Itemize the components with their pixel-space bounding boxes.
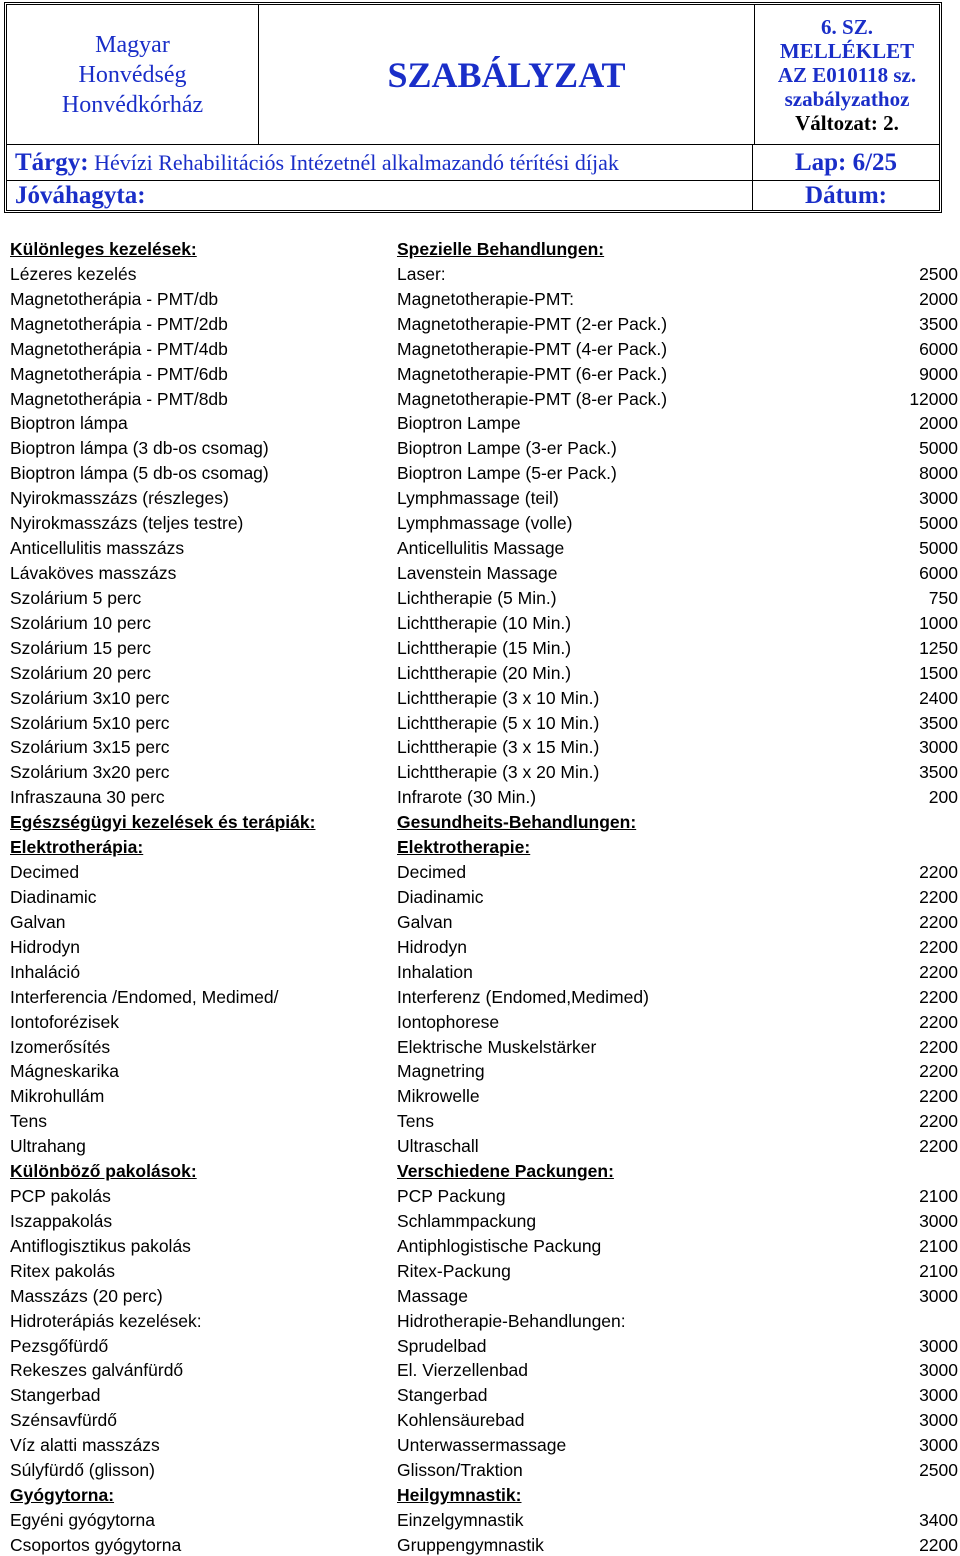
price-row <box>0 1184 960 1209</box>
german-label: Elektrotherapie: <box>397 837 531 858</box>
price-value: 5000 <box>919 438 958 459</box>
hungarian-label: Lávaköves masszázs <box>10 562 177 583</box>
hungarian-label: Magnetotherápia - PMT/8db <box>10 388 228 409</box>
price-value: 2200 <box>919 986 958 1007</box>
hungarian-label: Szolárium 3x10 perc <box>10 687 170 708</box>
price-value: 2000 <box>919 288 958 309</box>
german-label: Gruppengymnastik <box>397 1534 544 1555</box>
price-row <box>0 536 960 561</box>
price-row <box>0 1259 960 1284</box>
price-value: 1000 <box>919 612 958 633</box>
price-row <box>0 860 960 885</box>
price-row <box>0 636 960 661</box>
german-label: Lichttherapie (5 x 10 Min.) <box>397 712 600 733</box>
german-label: Sprudelbad <box>397 1335 487 1356</box>
hungarian-label: Hidroterápiás kezelések: <box>10 1310 202 1331</box>
price-value: 3000 <box>919 1410 958 1431</box>
approval-row <box>7 181 939 210</box>
price-value: 2200 <box>919 1086 958 1107</box>
annex-line: szabályzathoz <box>784 87 910 111</box>
document-title: SZABÁLYZAT <box>259 5 755 145</box>
price-value: 6000 <box>919 562 958 583</box>
price-value: 3000 <box>919 1385 958 1406</box>
price-value: 2100 <box>919 1186 958 1207</box>
german-label: El. Vierzellenbad <box>397 1360 529 1381</box>
subject-row <box>7 145 939 181</box>
hungarian-label: Iszappakolás <box>10 1210 113 1231</box>
german-label: Kohlensäurebad <box>397 1410 525 1431</box>
german-label: Stangerbad <box>397 1385 488 1406</box>
price-value: 2200 <box>919 1011 958 1032</box>
price-row <box>0 436 960 461</box>
org-line: Magyar <box>95 32 170 58</box>
german-label: Magnetotherapie-PMT (2-er Pack.) <box>397 313 668 334</box>
hungarian-label: Egyéni gyógytorna <box>10 1510 155 1531</box>
price-row <box>0 686 960 711</box>
german-label: Elektrische Muskelstärker <box>397 1036 597 1057</box>
price-row <box>0 586 960 611</box>
date-label: Dátum: <box>752 181 939 210</box>
price-row <box>0 1458 960 1483</box>
hungarian-label: Különleges kezelések: <box>10 239 197 259</box>
price-value: 3500 <box>919 313 958 334</box>
german-label: Interferenz (Endomed,Medimed) <box>397 986 649 1007</box>
price-row <box>0 461 960 486</box>
price-value: 3000 <box>919 1285 958 1306</box>
german-label: Lichtherapie (5 Min.) <box>397 587 557 608</box>
hungarian-label: Izomerősítés <box>10 1036 111 1057</box>
price-row <box>0 1383 960 1408</box>
german-label: Galvan <box>397 911 453 932</box>
section-heading-row <box>0 835 960 860</box>
price-row <box>0 711 960 736</box>
price-row <box>0 287 960 312</box>
price-row <box>0 511 960 536</box>
hungarian-label: Szolárium 20 perc <box>10 662 152 683</box>
price-row <box>0 1134 960 1159</box>
german-label: Hidrotherapie-Behandlungen: <box>397 1310 626 1331</box>
price-row <box>0 1408 960 1433</box>
price-row <box>0 611 960 636</box>
hungarian-label: Magnetotherápia - PMT/6db <box>10 363 228 384</box>
hungarian-label: Pezsgőfürdő <box>10 1335 109 1356</box>
price-value: 2100 <box>919 1235 958 1256</box>
german-label: PCP Packung <box>397 1186 506 1207</box>
german-label: Lichttherapie (3 x 20 Min.) <box>397 762 600 783</box>
hungarian-label: Szolárium 3x15 perc <box>10 737 170 758</box>
german-label: Hidrodyn <box>397 936 468 957</box>
annex-line: MELLÉKLET <box>779 39 915 63</box>
german-label: Magnetotherapie-PMT (8-er Pack.) <box>397 388 668 409</box>
german-label: Lichttherapie (3 x 10 Min.) <box>397 687 600 708</box>
price-value: 3500 <box>919 762 958 783</box>
org-line: Honvédség <box>78 62 187 88</box>
hungarian-label: Lézeres kezelés <box>10 263 137 284</box>
price-value: 2200 <box>919 1136 958 1157</box>
price-value: 2200 <box>919 1061 958 1082</box>
german-label: Anticellulitis Massage <box>397 538 565 559</box>
german-label: Lichttherapie (10 Min.) <box>397 612 572 633</box>
hungarian-label: Iontoforézisek <box>10 1011 119 1032</box>
german-label: Schlammpackung <box>397 1210 537 1231</box>
price-row <box>0 1234 960 1259</box>
hungarian-label: Galvan <box>10 911 66 932</box>
price-row <box>0 1533 960 1556</box>
hungarian-label: Szolárium 15 perc <box>10 637 152 658</box>
price-value: 3400 <box>919 1510 958 1531</box>
price-value: 5000 <box>919 538 958 559</box>
price-row <box>0 760 960 785</box>
section-heading-row <box>0 237 960 262</box>
price-value: 3000 <box>919 1360 958 1381</box>
german-label: Mikrowelle <box>397 1086 480 1107</box>
hungarian-label: Inhaláció <box>10 961 81 982</box>
hungarian-label: Nyirokmasszázs (teljes testre) <box>10 513 244 534</box>
price-value: 200 <box>928 787 958 808</box>
german-label: Magnetring <box>397 1061 485 1082</box>
german-label: Decimed <box>397 862 467 883</box>
german-label: Diadinamic <box>397 886 484 907</box>
org-line: Honvédkórház <box>61 92 204 118</box>
document-header <box>4 2 942 213</box>
hungarian-label: PCP pakolás <box>10 1186 111 1207</box>
price-row <box>0 1433 960 1458</box>
hungarian-label: Rekeszes galvánfürdő <box>10 1360 184 1381</box>
price-value: 9000 <box>919 363 958 384</box>
organization-name <box>7 5 259 145</box>
hungarian-label: Bioptron lámpa (5 db-os csomag) <box>10 463 269 484</box>
price-value: 750 <box>928 587 958 608</box>
hungarian-label: Víz alatti masszázs <box>10 1435 160 1456</box>
section-heading-row <box>0 1483 960 1508</box>
hungarian-label: Magnetotherápia - PMT/4db <box>10 338 228 359</box>
german-label: Lymphmassage (volle) <box>397 513 573 534</box>
hungarian-label: Infraszauna 30 perc <box>10 787 165 808</box>
german-label: Iontophorese <box>397 1011 500 1032</box>
hungarian-label: Diadinamic <box>10 886 97 907</box>
price-row <box>0 735 960 760</box>
price-row <box>0 411 960 436</box>
price-value: 8000 <box>919 463 958 484</box>
hungarian-label: Mikrohullám <box>10 1086 105 1107</box>
german-label: Bioptron Lampe (5-er Pack.) <box>397 463 617 484</box>
section-heading-row <box>0 1159 960 1184</box>
price-row <box>0 1508 960 1533</box>
price-value: 5000 <box>919 513 958 534</box>
price-row <box>0 262 960 287</box>
price-value: 2100 <box>919 1260 958 1281</box>
price-row <box>0 960 960 985</box>
hungarian-label: Decimed <box>10 862 80 883</box>
page-number: Lap: 6/25 <box>752 145 939 181</box>
hungarian-label: Elektrotherápia: <box>10 837 144 858</box>
hungarian-label: Bioptron lámpa (3 db-os csomag) <box>10 438 269 459</box>
hungarian-label: Stangerbad <box>10 1385 101 1406</box>
price-row <box>0 1010 960 1035</box>
price-value: 2000 <box>919 413 958 434</box>
hungarian-label: Magnetotherápia - PMT/2db <box>10 313 228 334</box>
approved-label: Jóváhagyta: <box>15 182 146 209</box>
price-value: 3500 <box>919 712 958 733</box>
price-row <box>0 985 960 1010</box>
german-label: Gesundheits-Behandlungen: <box>397 812 637 833</box>
hungarian-label: Masszázs (20 perc) <box>10 1285 163 1306</box>
german-label: Ultraschall <box>397 1136 479 1157</box>
section-heading-row <box>0 810 960 835</box>
price-row <box>0 561 960 586</box>
subject <box>15 145 619 181</box>
price-value: 2200 <box>919 1036 958 1057</box>
price-row <box>0 1109 960 1134</box>
annex-line: 6. SZ. <box>821 15 873 39</box>
german-label: Glisson/Traktion <box>397 1460 523 1481</box>
price-row <box>0 661 960 686</box>
price-value: 1500 <box>919 662 958 683</box>
german-label: Lavenstein Massage <box>397 562 558 583</box>
price-row <box>0 337 960 362</box>
price-row <box>0 387 960 412</box>
annex-line: AZ E010118 sz. <box>777 63 917 87</box>
subject-text: Hévízi Rehabilitációs Intézetnél alkalmazandó térítési díjak <box>94 150 619 175</box>
hungarian-label: Ritex pakolás <box>10 1260 116 1281</box>
price-row <box>0 910 960 935</box>
hungarian-label: Mágneskarika <box>10 1061 119 1082</box>
german-label: Einzelgymnastik <box>397 1510 524 1531</box>
price-value: 2500 <box>919 263 958 284</box>
price-row <box>0 1309 960 1334</box>
price-value: 2200 <box>919 911 958 932</box>
german-label: Massage <box>397 1285 469 1306</box>
subject-label: Tárgy: <box>15 149 89 176</box>
price-value: 3000 <box>919 1210 958 1231</box>
price-value: 1250 <box>919 637 958 658</box>
price-row <box>0 1358 960 1383</box>
german-label: Magnetotherapie-PMT: <box>397 288 575 309</box>
version-label: Változat: 2. <box>795 111 899 135</box>
price-value: 2200 <box>919 936 958 957</box>
header-top-row <box>7 5 939 145</box>
hungarian-label: Bioptron lámpa <box>10 413 128 434</box>
german-label: Tens <box>397 1111 434 1132</box>
hungarian-label: Interferencia /Endomed, Medimed/ <box>10 986 279 1007</box>
price-row <box>0 885 960 910</box>
price-row <box>0 1209 960 1234</box>
german-label: Laser: <box>397 263 446 284</box>
hungarian-label: Szénsavfürdő <box>10 1410 118 1431</box>
price-value: 12000 <box>909 388 958 409</box>
german-label: Unterwassermassage <box>397 1435 567 1456</box>
hungarian-label: Különböző pakolások: <box>10 1161 197 1182</box>
price-value: 2200 <box>919 862 958 883</box>
german-label: Lymphmassage (teil) <box>397 488 559 509</box>
german-label: Infrarote (30 Min.) <box>397 787 537 808</box>
hungarian-label: Gyógytorna: <box>10 1485 115 1506</box>
price-value: 6000 <box>919 338 958 359</box>
price-value: 2500 <box>919 1460 958 1481</box>
german-label: Lichttherapie (15 Min.) <box>397 637 572 658</box>
price-row <box>0 1084 960 1109</box>
german-label: Antiphlogistische Packung <box>397 1235 602 1256</box>
german-label: Ritex-Packung <box>397 1260 511 1281</box>
annex-reference <box>755 5 939 145</box>
german-label: Magnetotherapie-PMT (6-er Pack.) <box>397 363 668 384</box>
hungarian-label: Anticellulitis masszázs <box>10 538 185 559</box>
price-value: 3000 <box>919 1335 958 1356</box>
price-value: 3000 <box>919 737 958 758</box>
hungarian-label: Csoportos gyógytorna <box>10 1534 182 1555</box>
hungarian-label: Egészségügyi kezelések és terápiák: <box>10 812 316 833</box>
price-value: 3000 <box>919 488 958 509</box>
german-label: Bioptron Lampe <box>397 413 521 434</box>
price-value: 3000 <box>919 1435 958 1456</box>
price-value: 2200 <box>919 1534 958 1555</box>
german-label: Spezielle Behandlungen: <box>397 239 605 259</box>
price-list <box>0 237 960 1556</box>
price-row <box>0 785 960 810</box>
hungarian-label: Szolárium 3x20 perc <box>10 762 170 783</box>
hungarian-label: Szolárium 5x10 perc <box>10 712 170 733</box>
hungarian-label: Súlyfürdő (glisson) <box>10 1460 155 1481</box>
hungarian-label: Antiflogisztikus pakolás <box>10 1235 191 1256</box>
german-label: Lichttherapie (3 x 15 Min.) <box>397 737 600 758</box>
hungarian-label: Tens <box>10 1111 47 1132</box>
hungarian-label: Hidrodyn <box>10 936 81 957</box>
price-value: 2200 <box>919 961 958 982</box>
hungarian-label: Magnetotherápia - PMT/db <box>10 288 219 309</box>
german-label: Inhalation <box>397 961 473 982</box>
price-row <box>0 1059 960 1084</box>
price-row <box>0 935 960 960</box>
hungarian-label: Nyirokmasszázs (részleges) <box>10 488 229 509</box>
price-row <box>0 486 960 511</box>
german-label: Magnetotherapie-PMT (4-er Pack.) <box>397 338 668 359</box>
price-row <box>0 1035 960 1060</box>
price-value: 2200 <box>919 886 958 907</box>
german-label: Lichttherapie (20 Min.) <box>397 662 572 683</box>
german-label: Verschiedene Packungen: <box>397 1161 614 1182</box>
hungarian-label: Szolárium 10 perc <box>10 612 152 633</box>
price-row <box>0 362 960 387</box>
german-label: Bioptron Lampe (3-er Pack.) <box>397 438 617 459</box>
hungarian-label: Szolárium 5 perc <box>10 587 142 608</box>
hungarian-label: Ultrahang <box>10 1136 86 1157</box>
price-value: 2200 <box>919 1111 958 1132</box>
price-row <box>0 1284 960 1309</box>
price-row <box>0 1334 960 1359</box>
price-value: 2400 <box>919 687 958 708</box>
german-label: Heilgymnastik: <box>397 1485 522 1506</box>
price-row <box>0 312 960 337</box>
